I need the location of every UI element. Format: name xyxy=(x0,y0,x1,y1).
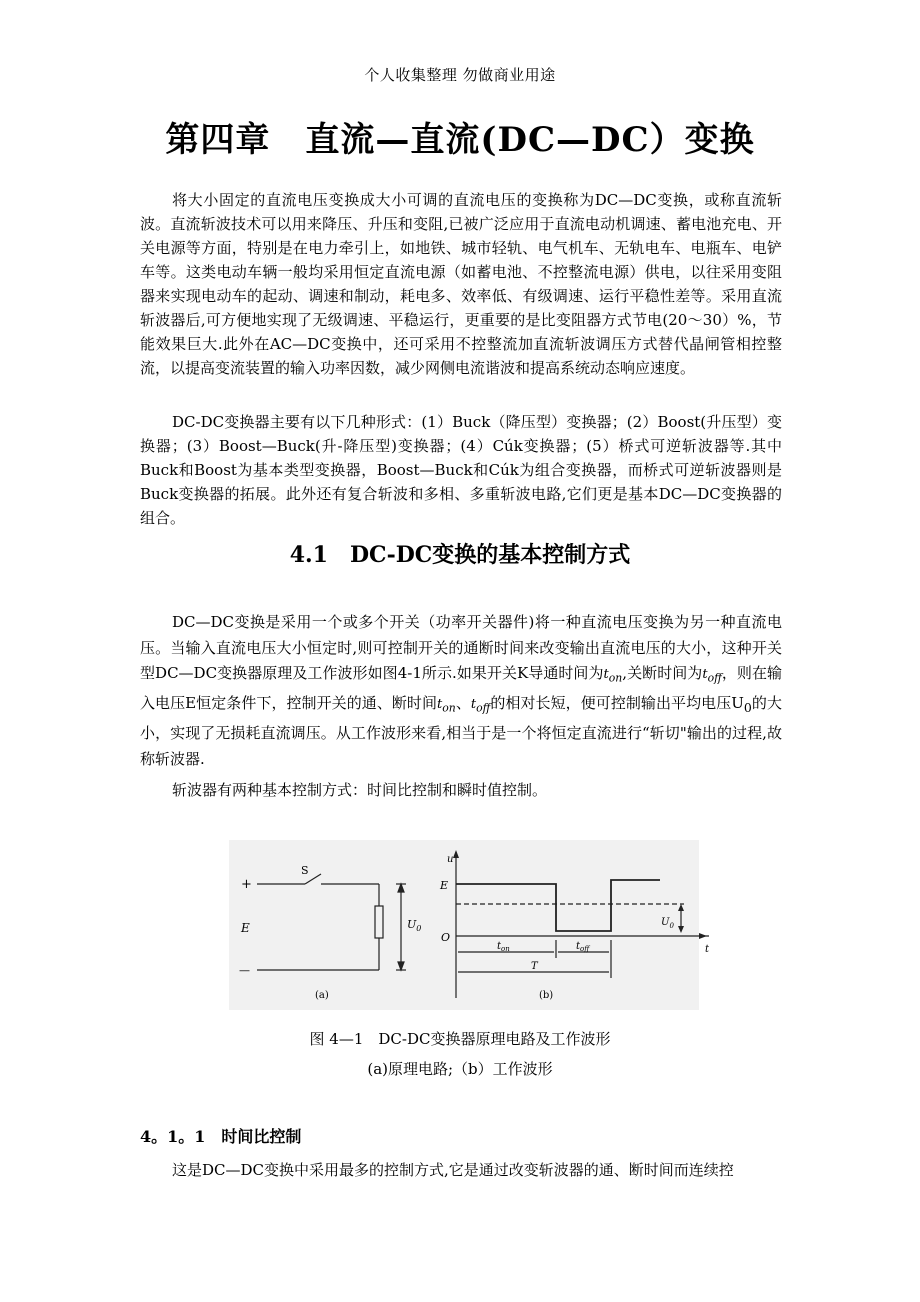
toff-label: $t_{off}$ xyxy=(576,941,590,953)
t-on-symbol-2: $t_{on}$ xyxy=(437,697,456,715)
figure-background xyxy=(229,840,699,1010)
figure-subcaption: (a)原理电路;（b）工作波形 xyxy=(367,1060,553,1078)
principle-text-a: DC—DC变换是采用一个或多个开关（功率开关器件)将一种直流电压变换为另一种直流电压。当输入直流电压大小恒定时,则可控制开关的通断时间来改变输出直流电压的大小，这种开关型DC—DC变换器原理及工作波形如图4-1所示.如果开关K导通时间为 xyxy=(140,613,782,682)
e-level-label: E xyxy=(440,879,449,892)
switch-label: S xyxy=(301,864,309,877)
figure-caption: 图 4—1 DC-DC变换器原理电路及工作波形 xyxy=(309,1030,611,1048)
paragraph-time-ratio: 这是DC—DC变换中采用最多的控制方式,它是通过改变斩波器的通、断时间而连续控 xyxy=(172,1161,734,1179)
t-axis-arrow xyxy=(699,933,707,939)
figure-4-1 xyxy=(229,840,710,1010)
figure-diagram xyxy=(229,840,710,1010)
paragraph-principle xyxy=(140,610,782,772)
principle-text-e: 的相对长短，便可控制输出平均电压U xyxy=(490,694,744,713)
plus-terminal: + xyxy=(241,877,252,892)
t-axis-label: t xyxy=(705,944,710,955)
period-label: T xyxy=(531,961,538,972)
ton-label: $t_{on}$ xyxy=(497,941,510,953)
u0-subscript: 0 xyxy=(743,700,752,716)
header-note: 个人收集整理 勿做商业用途 xyxy=(364,66,556,84)
u0-level-label: $U_0$ xyxy=(661,917,674,930)
panel-b-label: (b) xyxy=(539,990,554,1001)
panel-a-label: (a) xyxy=(315,990,329,1001)
principle-text-f: 的大小，实现了无损耗直流调压。从工作波形来看,相当于是一个将恒定直流进行“斩切"输出的过程,故称斩波器. xyxy=(140,694,782,768)
t-off-symbol: $t_{off}$ xyxy=(702,667,722,685)
principle-text-d: 、 xyxy=(455,694,471,713)
t-off-symbol-2: $t_{off}$ xyxy=(470,697,491,715)
source-label: E xyxy=(241,921,250,935)
circuit-output-label: $U_0$ xyxy=(407,918,422,933)
minus-terminal: — xyxy=(239,964,250,977)
principle-text-c: ，则在输入电压E恒定条件下，控制开关的通、断时间 xyxy=(140,664,782,713)
paragraph-intro: 将大小固定的直流电压变换成大小可调的直流电压的变换称为DC—DC变换，或称直流斩波。直流斩波技术可以用来降压、升压和变阻,已被广泛应用于直流电动机调速、蓄电池充电、开关电源等方面，特别是在电力牵引上，如地铁、城市轻轨、电气机车、无轨电车、电瓶车、电铲车等。这类电动车辆一般均采用恒定直流电源（如蓄电池、不控整流电源）供电，以往采用变阻器来实现电动车的起动、调速和制动，耗电多、效率低、有级调速、运行平稳性差等。采用直流斩波器后,可方便地实现了无级调速、平稳运行，更重要的是比变阻器方式节电(20～30）%，节能效果巨大.此外在AC—DC变换中，还可采用不控整流加直流斩波调压方式替代晶闸管相控整流，以提高变流装置的输入功率因数，减少网侧电流谐波和提高系统动态响应速度。 xyxy=(140,191,782,377)
paragraph-converter-types: DC-DC变换器主要有以下几种形式：(1）Buck（降压型）变换器；(2）Boost(升压型）变换器；(3）Boost—Buck(升-降压型)变换器；(4）Cúk变换器；(5）桥式可逆斩波器等.其中Buck和Boost为基本类型变换器，Boost—Buck和Cúk为组合变换器，而桥式可逆斩波器则是Buck变换器的拓展。此外还有复合斩波和多相、多重斩波电路,它们更是基本DC—DC变换器的组合。 xyxy=(140,413,782,527)
origin-label: O xyxy=(441,931,451,944)
subsection-title: 4。1。1 时间比控制 xyxy=(140,1127,302,1146)
t-on-symbol: $t_{on}$ xyxy=(603,667,623,685)
principle-text-b: ,关断时间为 xyxy=(622,664,703,682)
paragraph-control-modes: 斩波器有两种基本控制方式：时间比控制和瞬时值控制。 xyxy=(172,781,548,799)
u-axis-label: u xyxy=(447,854,454,865)
section-title: 4.1 DC-DC变换的基本控制方式 xyxy=(289,542,631,568)
chapter-title: 第四章 直流—直流(DC—DC）变换 xyxy=(165,120,755,160)
